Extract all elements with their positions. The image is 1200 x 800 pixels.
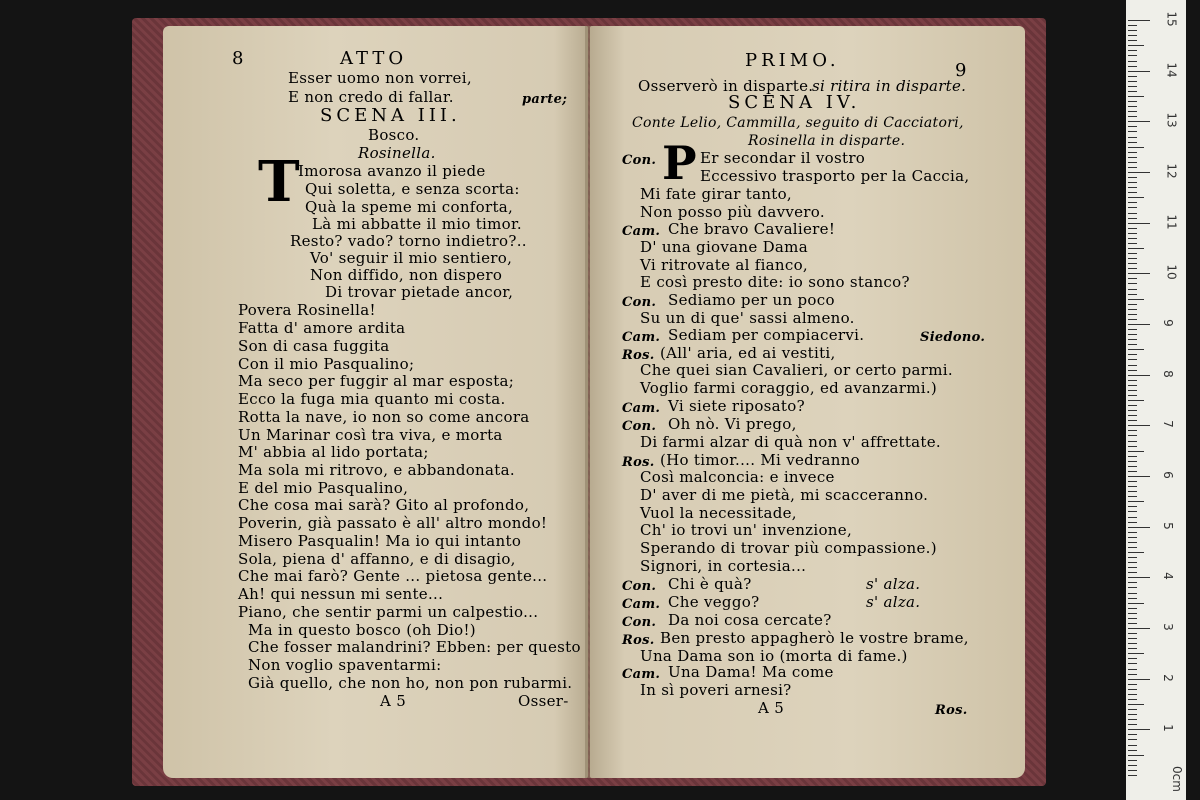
ruler-tick [1128, 441, 1137, 442]
text-line: Una Dama! Ma come [668, 663, 834, 681]
text-line: Povera Rosinella! [238, 301, 376, 319]
ruler-tick [1128, 572, 1137, 573]
ruler-tick [1128, 111, 1137, 112]
ruler-tick [1128, 522, 1137, 523]
text-line: Vi ritrovate al fianco, [640, 256, 808, 274]
text-line: Voglio farmi coraggio, ed avanzarmi.) [640, 379, 938, 397]
ruler-tick [1128, 542, 1137, 543]
ruler-tick [1128, 623, 1137, 624]
ruler-tick [1128, 663, 1137, 664]
ruler-tick [1128, 40, 1137, 41]
text-line: Resto? vado? torno indietro?.. [290, 232, 527, 250]
ruler-tick [1128, 435, 1137, 436]
ruler-tick [1128, 501, 1144, 502]
text-line: Er secondar il vostro [700, 149, 866, 167]
text-line: Ben presto appagherò le vostre brame, [660, 629, 969, 647]
ruler-tick [1128, 775, 1137, 776]
ruler-tick [1128, 638, 1137, 639]
text-line: Una Dama son io (morta di fame.) [640, 647, 908, 665]
text-line: Osserverò in disparte. [638, 77, 814, 95]
ruler-tick [1128, 486, 1137, 487]
ruler-tick [1128, 461, 1137, 462]
ruler-tick [1128, 30, 1137, 31]
ruler-tick [1128, 694, 1137, 695]
ruler-tick [1128, 648, 1137, 649]
ruler-label: 9 [1160, 319, 1175, 327]
ruler-tick [1128, 633, 1137, 634]
ruler-tick [1128, 258, 1137, 259]
ruler-tick [1128, 577, 1150, 578]
drop-cap: P [662, 136, 697, 190]
ruler-tick [1128, 370, 1137, 371]
text-line: Fatta d' amore ardita [238, 319, 406, 337]
ruler-tick [1128, 446, 1137, 447]
ruler-tick [1128, 739, 1137, 740]
ruler-tick [1128, 66, 1137, 67]
scene-heading: SCENA III. [320, 105, 461, 126]
ruler-tick [1128, 658, 1137, 659]
ruler-tick [1128, 162, 1137, 163]
ruler-tick [1128, 207, 1137, 208]
ruler-tick [1128, 506, 1137, 507]
ruler-tick [1128, 405, 1137, 406]
ruler-tick [1128, 567, 1137, 568]
ruler-tick [1128, 167, 1137, 168]
text-line: Vuol la necessitade, [640, 504, 797, 522]
ruler-tick [1128, 451, 1144, 452]
ruler-tick [1128, 456, 1137, 457]
ruler-tick [1128, 81, 1137, 82]
speaker-label: Cam. [622, 224, 661, 239]
catchword: Ros. [935, 703, 968, 718]
text-line: D' una giovane Dama [640, 238, 808, 256]
ruler-tick [1128, 750, 1137, 751]
ruler-tick [1128, 35, 1137, 36]
ruler-tick [1128, 304, 1137, 305]
text-line: Ma in questo bosco (oh Dio!) [248, 621, 476, 639]
ruler-label: 11 [1164, 214, 1179, 230]
text-line: Già quello, che non ho, non pon rubarmi. [248, 674, 573, 692]
page-number-right: 9 [955, 60, 967, 81]
ruler-tick [1128, 187, 1137, 188]
speaker-label: Con. [622, 615, 657, 630]
text-line: Vo' seguir il mio sentiero, [310, 249, 513, 267]
ruler-label: 14 [1164, 62, 1179, 78]
ruler-label: 1 [1160, 724, 1175, 733]
text-line: Sperando di trovar più compassione.) [640, 539, 937, 557]
text-line: Che quei sian Cavalieri, or certo parmi. [640, 361, 953, 379]
ruler-tick [1128, 527, 1150, 528]
stage-direction: s' alza. [866, 575, 921, 593]
ruler-tick [1128, 375, 1150, 376]
ruler-tick [1128, 755, 1144, 756]
text-line: Vi siete riposato? [668, 397, 805, 415]
stage-direction: si ritira in disparte. [812, 77, 967, 95]
ruler-label: 12 [1164, 163, 1179, 179]
speaker-label: Con. [622, 295, 657, 310]
text-line: Esser uomo non vorrei, [288, 69, 472, 87]
ruler-tick [1128, 537, 1137, 538]
signature-mark: A 5 [758, 699, 785, 717]
ruler-tick [1128, 182, 1137, 183]
ruler-tick [1128, 562, 1137, 563]
ruler-tick [1128, 770, 1137, 771]
ruler-tick [1128, 61, 1137, 62]
speaker-label: Con. [622, 153, 657, 168]
ruler-tick [1128, 289, 1137, 290]
ruler-tick [1128, 699, 1137, 700]
ruler-tick [1128, 238, 1137, 239]
ruler-tick [1128, 177, 1137, 178]
ruler-tick [1128, 496, 1137, 497]
ruler-label: 6 [1160, 471, 1175, 479]
running-head-right: PRIMO. [745, 50, 840, 71]
measuring-ruler [1126, 0, 1186, 800]
ruler-tick [1128, 248, 1144, 249]
ruler-tick [1128, 765, 1137, 766]
text-line: Ma sola mi ritrovo, e abbandonata. [238, 461, 515, 479]
ruler-tick [1128, 116, 1137, 117]
ruler-tick [1128, 339, 1137, 340]
ruler-tick [1128, 643, 1137, 644]
ruler-tick [1128, 25, 1137, 26]
ruler-tick [1128, 218, 1137, 219]
running-head-left: ATTO [340, 48, 408, 69]
ruler-label: 7 [1160, 420, 1175, 429]
text-line: (Ho timor.... Mi vedranno [660, 451, 861, 469]
ruler-tick [1128, 157, 1137, 158]
text-line: Poverin, già passato è all' altro mondo! [238, 514, 548, 532]
ruler-tick [1128, 420, 1137, 421]
ruler-tick [1128, 603, 1144, 604]
ruler-label: 15 [1164, 11, 1179, 27]
ruler-tick [1128, 45, 1144, 46]
ruler-tick [1128, 106, 1137, 107]
text-line: E del mio Pasqualino, [238, 479, 409, 497]
speaker-label: Cam. [622, 330, 661, 345]
ruler-tick [1128, 481, 1137, 482]
stage-direction: parte; [522, 92, 568, 107]
text-line: (All' aria, ed ai vestiti, [660, 344, 836, 362]
stage-direction: s' alza. [866, 593, 921, 611]
text-line: Non voglio spaventarmi: [248, 656, 442, 674]
stage-direction: Siedono. [920, 330, 986, 345]
text-line: Su un di que' sassi almeno. [640, 309, 855, 327]
text-line: Ch' io trovi un' invenzione, [640, 521, 853, 539]
text-line: Qui soletta, e senza scorta: [305, 180, 520, 198]
text-line: Che fosser malandrini? Ebben: per questo [248, 638, 581, 656]
speaker-label: Ros. [622, 348, 655, 363]
ruler-tick [1128, 618, 1137, 619]
ruler-tick [1128, 253, 1137, 254]
ruler-tick [1128, 213, 1137, 214]
ruler-tick [1128, 552, 1144, 553]
text-line: In sì poveri arnesi? [640, 681, 792, 699]
text-line: Eccessivo trasporto per la Caccia, [700, 167, 970, 185]
text-line: Così malconcia: e invece [640, 468, 835, 486]
text-line: Sola, piena d' affanno, e di disagio, [238, 550, 516, 568]
text-line: Che cosa mai sarà? Gito al profondo, [238, 496, 530, 514]
text-line: Sediamo per un poco [668, 291, 835, 309]
ruler-tick [1128, 628, 1150, 629]
ruler-tick [1128, 228, 1137, 229]
text-line: Ma seco per fuggir al mar esposta; [238, 372, 515, 390]
text-line: Non diffido, non dispero [310, 266, 503, 284]
ruler-label: 5 [1160, 521, 1175, 530]
text-line: Quà la speme mi conforta, [305, 198, 514, 216]
character-list: Rosinella. [358, 144, 436, 162]
text-line: Misero Pasqualin! Ma io qui intanto [238, 532, 522, 550]
ruler-tick [1128, 309, 1137, 310]
ruler-tick [1128, 669, 1137, 670]
ruler-tick [1128, 192, 1137, 193]
ruler-tick [1128, 400, 1144, 401]
ruler-tick [1128, 273, 1150, 274]
ruler-tick [1128, 96, 1144, 97]
ruler-tick [1128, 334, 1137, 335]
ruler-label: 4 [1160, 572, 1175, 581]
ruler-tick [1128, 55, 1137, 56]
ruler-tick [1128, 365, 1137, 366]
ruler-tick [1128, 547, 1137, 548]
ruler-tick [1128, 91, 1137, 92]
ruler-tick [1128, 395, 1137, 396]
ruler-tick [1128, 491, 1137, 492]
page-number-left: 8 [232, 48, 244, 69]
ruler-tick [1128, 476, 1150, 477]
ruler-tick [1128, 410, 1137, 411]
text-line: Di trovar pietade ancor, [325, 283, 514, 301]
ruler-tick [1128, 587, 1137, 588]
speaker-label: Con. [622, 579, 657, 594]
ruler-tick [1128, 359, 1137, 360]
text-line: Imorosa avanzo il piede [298, 162, 486, 180]
ruler-tick [1128, 314, 1137, 315]
speaker-label: Cam. [622, 597, 661, 612]
text-line: Che veggo? [668, 593, 760, 611]
text-line: Da noi cosa cercate? [668, 611, 832, 629]
ruler-tick [1128, 172, 1150, 173]
text-line: Che mai farò? Gente ... pietosa gente... [238, 567, 548, 585]
ruler-tick [1128, 147, 1144, 148]
ruler-tick [1128, 385, 1137, 386]
ruler-tick [1128, 197, 1144, 198]
ruler-tick [1128, 344, 1137, 345]
speaker-label: Ros. [622, 633, 655, 648]
signature-mark: A 5 [380, 692, 407, 710]
ruler-tick [1128, 121, 1150, 122]
ruler-tick [1128, 689, 1137, 690]
character-list: Conte Lelio, Cammilla, seguito di Cacciatori, [632, 115, 964, 131]
ruler-tick [1128, 380, 1137, 381]
ruler-tick [1128, 278, 1137, 279]
ruler-tick [1128, 263, 1137, 264]
ruler-tick [1128, 233, 1137, 234]
text-line: Chi è quà? [668, 575, 752, 593]
ruler-tick [1128, 76, 1137, 77]
text-line: E non credo di fallar. [288, 88, 454, 106]
ruler-tick [1128, 71, 1150, 72]
text-line: Ecco la fuga mia quanto mi costa. [238, 390, 506, 408]
ruler-tick [1128, 329, 1137, 330]
ruler-label: 0cm [1169, 766, 1184, 792]
scene-heading: SCENA IV. [728, 92, 861, 113]
scene-location: Bosco. [368, 126, 420, 144]
text-line: Son di casa fuggita [238, 337, 390, 355]
text-line: Ah! qui nessun mi sente... [238, 585, 444, 603]
ruler-tick [1128, 679, 1150, 680]
ruler-tick [1128, 471, 1137, 472]
ruler-tick [1128, 390, 1137, 391]
text-line: D' aver di me pietà, mi scacceranno. [640, 486, 929, 504]
ruler-tick [1128, 593, 1137, 594]
ruler-tick [1128, 684, 1137, 685]
speaker-label: Cam. [622, 401, 661, 416]
ruler-tick [1128, 598, 1137, 599]
ruler-tick [1128, 745, 1137, 746]
ruler-tick [1128, 760, 1137, 761]
ruler-label: 2 [1160, 673, 1175, 682]
drop-cap: T [258, 149, 300, 215]
text-line: Oh nò. Vi prego, [668, 415, 797, 433]
ruler-tick [1128, 425, 1150, 426]
ruler-tick [1128, 734, 1137, 735]
ruler-tick [1128, 724, 1137, 725]
text-line: Di farmi alzar di quà non v' affrettate. [640, 433, 941, 451]
speaker-label: Con. [622, 419, 657, 434]
text-line: Signori, in cortesia... [640, 557, 807, 575]
text-line: E così presto dite: io sono stanco? [640, 273, 910, 291]
speaker-label: Ros. [622, 455, 655, 470]
ruler-tick [1128, 137, 1137, 138]
catchword: Osser- [518, 692, 569, 710]
ruler-tick [1128, 142, 1137, 143]
ruler-tick [1128, 557, 1137, 558]
ruler-tick [1128, 20, 1150, 21]
ruler-tick [1128, 319, 1137, 320]
ruler-tick [1128, 131, 1137, 132]
ruler-tick [1128, 50, 1137, 51]
ruler-tick [1128, 86, 1137, 87]
text-line: Piano, che sentir parmi un calpestio... [238, 603, 539, 621]
ruler-tick [1128, 613, 1137, 614]
speaker-label: Cam. [622, 667, 661, 682]
ruler-tick [1128, 354, 1137, 355]
ruler-tick [1128, 582, 1137, 583]
ruler-tick [1128, 430, 1137, 431]
ruler-tick [1128, 223, 1150, 224]
ruler-tick [1128, 101, 1137, 102]
ruler-tick [1128, 729, 1150, 730]
ruler-tick [1128, 719, 1137, 720]
ruler-tick [1128, 299, 1144, 300]
text-line: M' abbia al lido portata; [238, 443, 429, 461]
ruler-tick [1128, 704, 1144, 705]
ruler-tick [1128, 243, 1137, 244]
ruler-tick [1128, 349, 1144, 350]
ruler-tick [1128, 714, 1137, 715]
ruler-tick [1128, 126, 1137, 127]
text-line: Con il mio Pasqualino; [238, 355, 415, 373]
text-line: Sediam per compiacervi. [668, 326, 865, 344]
ruler-tick [1128, 294, 1137, 295]
ruler-tick [1128, 653, 1144, 654]
text-line: Un Marinar così tra viva, e morta [238, 426, 503, 444]
text-line: Non posso più davvero. [640, 203, 825, 221]
ruler-label: 13 [1164, 112, 1179, 128]
ruler-tick [1128, 152, 1137, 153]
ruler-tick [1128, 268, 1137, 269]
ruler-label: 8 [1160, 369, 1175, 378]
text-line: Rotta la nave, io non so come ancora [238, 408, 530, 426]
ruler-tick [1128, 709, 1137, 710]
ruler-tick [1128, 202, 1137, 203]
ruler-tick [1128, 511, 1137, 512]
ruler-tick [1128, 283, 1137, 284]
character-list: Rosinella in disparte. [748, 133, 906, 149]
ruler-tick [1128, 674, 1137, 675]
ruler-tick [1128, 324, 1150, 325]
text-line: Mi fate girar tanto, [640, 185, 793, 203]
text-line: Là mi abbatte il mio timor. [312, 215, 522, 233]
ruler-tick [1128, 517, 1137, 518]
ruler-label: 10 [1164, 264, 1179, 280]
ruler-tick [1128, 608, 1137, 609]
ruler-tick [1128, 415, 1137, 416]
ruler-label: 3 [1160, 623, 1175, 631]
text-line: Che bravo Cavaliere! [668, 220, 836, 238]
ruler-tick [1128, 466, 1137, 467]
ruler-tick [1128, 532, 1137, 533]
